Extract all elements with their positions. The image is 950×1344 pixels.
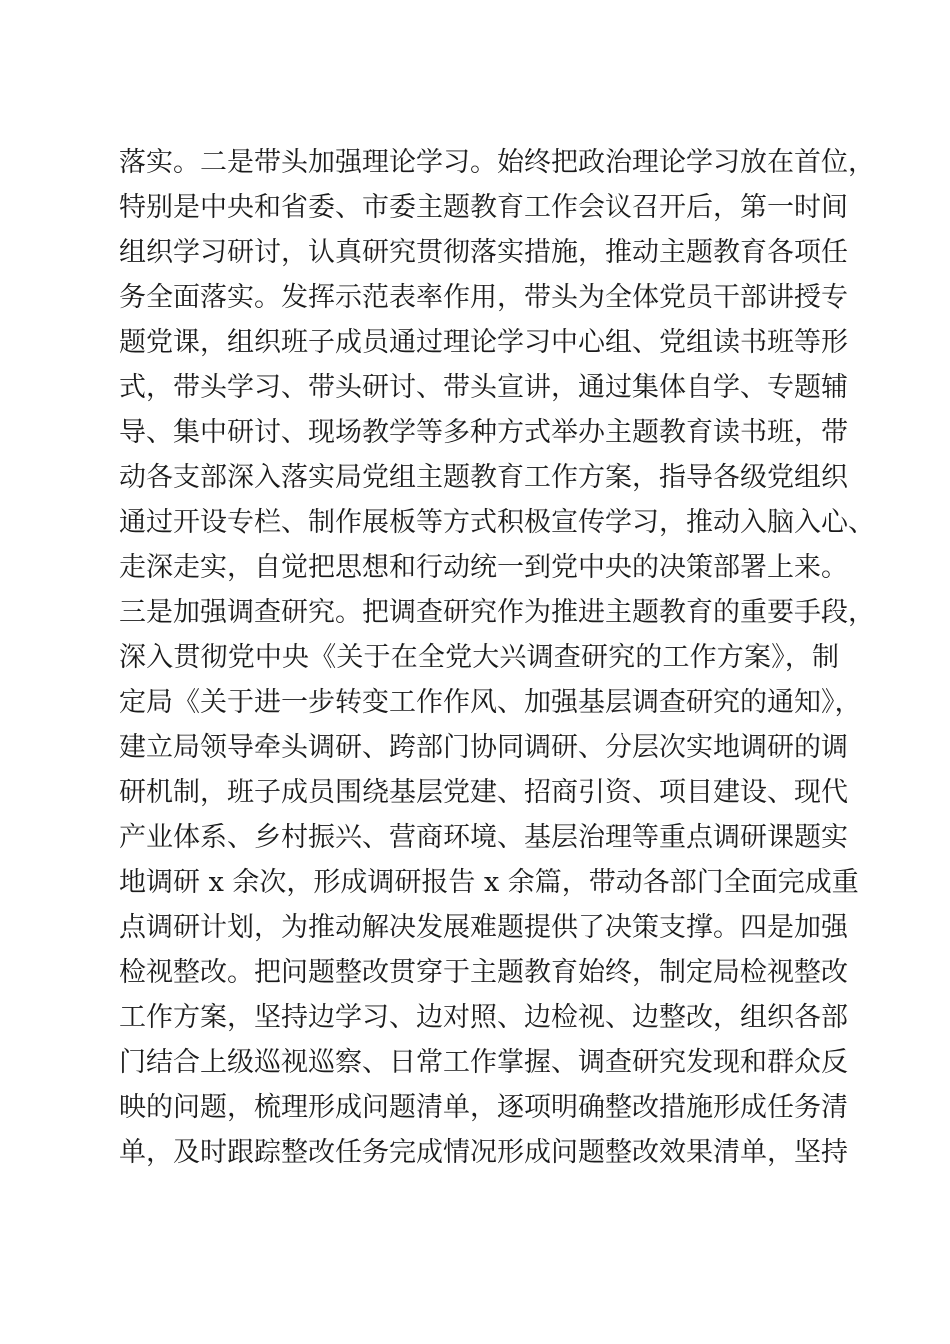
text-line: 组织学习研讨，认真研究贯彻落实措施，推动主题教育各项任: [119, 237, 848, 268]
text-line: 三是加强调查研究。把调查研究作为推进主题教育的重要手段，: [119, 597, 875, 628]
text-line: 单，及时跟踪整改任务完成情况形成问题整改效果清单，坚持: [119, 1137, 848, 1168]
text-line: 务全面落实。发挥示范表率作用，带头为全体党员干部讲授专: [119, 282, 848, 313]
body-text: [119, 140, 875, 1175]
text-line: 研机制，班子成员围绕基层党建、招商引资、项目建设、现代: [119, 777, 848, 808]
text-line: 落实。二是带头加强理论学习。始终把政治理论学习放在首位，: [119, 147, 875, 178]
text-line: 定局《关于进一步转变工作作风、加强基层调查研究的通知》，: [119, 687, 862, 718]
text-line: 点调研计划，为推动解决发展难题提供了决策支撑。四是加强: [119, 912, 848, 943]
text-line: 深入贯彻党中央《关于在全党大兴调查研究的工作方案》，制: [119, 642, 839, 673]
text-line: 通过开设专栏、制作展板等方式积极宣传学习，推动入脑入心、: [119, 507, 875, 538]
text-line: 地调研 x 余次，形成调研报告 x 余篇，带动各部门全面完成重: [119, 867, 859, 898]
text-line: 式，带头学习、带头研讨、带头宣讲，通过集体自学、专题辅: [119, 372, 848, 403]
text-line: 走深走实，自觉把思想和行动统一到党中央的决策部署上来。: [119, 552, 848, 583]
text-line: 题党课，组织班子成员通过理论学习中心组、党组读书班等形: [119, 327, 848, 358]
text-line: 工作方案，坚持边学习、边对照、边检视、边整改，组织各部: [119, 1002, 848, 1033]
text-line: 动各支部深入落实局党组主题教育工作方案，指导各级党组织: [119, 462, 848, 493]
text-line: 产业体系、乡村振兴、营商环境、基层治理等重点调研课题实: [119, 822, 848, 853]
text-line: 导、集中研讨、现场教学等多种方式举办主题教育读书班，带: [119, 417, 848, 448]
text-line: 门结合上级巡视巡察、日常工作掌握、调查研究发现和群众反: [119, 1047, 848, 1078]
text-line: 建立局领导牵头调研、跨部门协同调研、分层次实地调研的调: [119, 732, 848, 763]
text-line: 特别是中央和省委、市委主题教育工作会议召开后，第一时间: [119, 192, 848, 223]
text-line: 检视整改。把问题整改贯穿于主题教育始终，制定局检视整改: [119, 957, 848, 988]
text-line: 映的问题，梳理形成问题清单，逐项明确整改措施形成任务清: [119, 1092, 848, 1123]
